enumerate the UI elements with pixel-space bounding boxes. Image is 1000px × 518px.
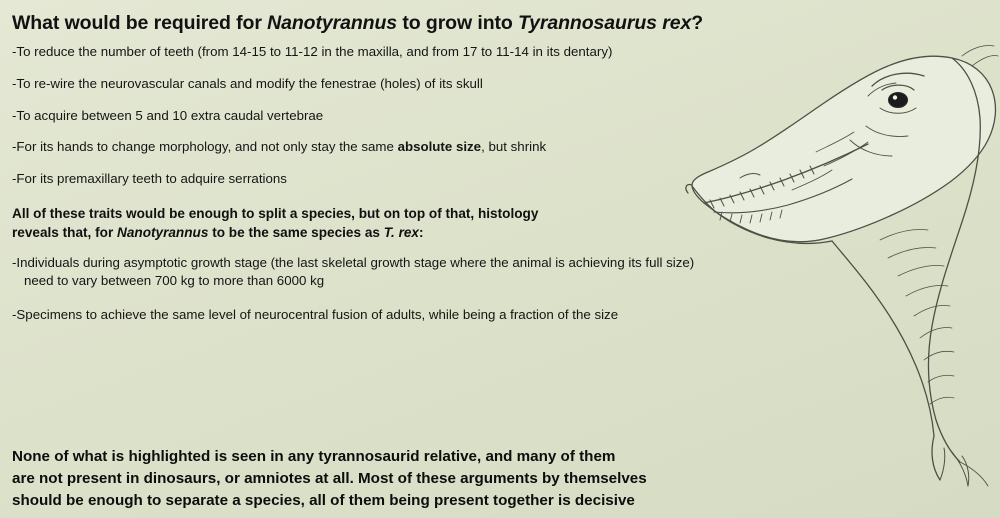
- sub-bullet-line-2: need to vary between 700 kg to more than 6000 kg: [24, 273, 325, 289]
- list-item: -For its premaxillary teeth to adquire serrations: [12, 170, 287, 186]
- conclusion-line-2: are not present in dinosaurs, or amniotes at all. Most of these arguments by themselves: [12, 469, 647, 487]
- title-italic-trex: Tyrannosaurus rex: [518, 12, 692, 34]
- statement-italic-trex: T. rex: [383, 224, 419, 240]
- statement-line-2: [12, 224, 652, 242]
- page-title: [12, 12, 986, 34]
- hands-pre: -For its hands to change morphology, and not only stay the same: [12, 139, 398, 155]
- statement-post: :: [418, 224, 424, 240]
- list-item: -To acquire between 5 and 10 extra caudal vertebrae: [12, 107, 324, 123]
- list-item: [12, 254, 812, 290]
- list-item: -To re-wire the neurovascular canals and modify the fenestrae (holes) of its skull: [12, 76, 483, 92]
- requirements-list: [12, 44, 632, 187]
- conclusion-line-1: None of what is highlighted is seen in any tyrannosaurid relative, and many of them: [12, 447, 616, 465]
- title-post: ?: [691, 12, 704, 34]
- conclusion-line-3: should be enough to separate a species, all of them being present together is decisive: [12, 491, 635, 509]
- hands-post: , but shrink: [481, 139, 547, 155]
- hands-bold: absolute size: [397, 139, 482, 155]
- statement-line-1: All of these traits would be enough to split a species, but on top of that, histology: [12, 206, 539, 222]
- statement-mid: to be the same species as: [208, 224, 384, 240]
- statement-italic-nanotyrannus: Nanotyrannus: [117, 224, 209, 240]
- list-item: -Specimens to achieve the same level of neurocentral fusion of adults, while being a fraction of the size: [12, 307, 619, 323]
- statement-pre: reveals that, for: [12, 224, 118, 240]
- conclusion-text: [12, 446, 647, 512]
- title-italic-nanotyrannus: Nanotyrannus: [267, 12, 398, 34]
- list-item-hands: [12, 139, 632, 156]
- sub-bullet-line-1: -Individuals during asymptotic growth stage (the last skeletal growth stage where the animal is achieving its full size): [12, 255, 695, 271]
- title-mid: to grow into: [397, 12, 519, 34]
- histology-list: [12, 254, 812, 324]
- histology-statement: [12, 205, 652, 242]
- title-pre: What would be required for: [12, 12, 268, 34]
- list-item: -To reduce the number of teeth (from 14-15 to 11-12 in the maxilla, and from 17 to 11-14 in its dentary): [12, 44, 613, 60]
